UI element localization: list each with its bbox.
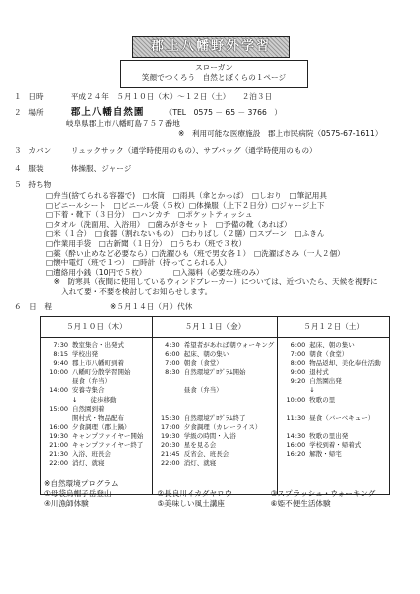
info-num: ４ xyxy=(14,164,22,173)
info-key: 場所 xyxy=(28,108,44,117)
entry-text: 希望者があれば朝ウォーキング xyxy=(183,341,275,349)
entry-time: 21:30 xyxy=(49,450,68,459)
entry-text: 自然環境ﾌﾟﾛｸﾞﾗﾑ終了 xyxy=(183,413,246,422)
info-num: ２ xyxy=(14,108,22,117)
schedule-entry xyxy=(156,414,275,423)
list-item: □タオル（洗面用、入浴用） □歯みがきセット □予備の靴（あれば） xyxy=(46,219,292,229)
program-item: ②長良川イカダヤロウ xyxy=(157,489,233,499)
entry-text: 安養寺集合 xyxy=(72,386,105,395)
entry-text: 牧歌の里出発 xyxy=(309,431,349,440)
entry-time: 20:30 xyxy=(160,441,180,450)
program-item: ⑤美味しい風土講座 xyxy=(157,499,225,509)
entry-time: 8:00 xyxy=(290,359,306,368)
schedule-entry xyxy=(281,386,386,395)
entry-text: 昼食（バーベキュー） xyxy=(309,413,375,422)
info-num: ３ xyxy=(14,146,22,155)
place-address: 岐阜県郡上市八幡町島７５７番地 xyxy=(66,119,180,128)
schedule-entry xyxy=(44,414,149,423)
info-num: ５ xyxy=(14,180,22,189)
schedule-entry xyxy=(281,396,386,405)
entry-time: 11:30 xyxy=(286,413,306,422)
info-key: 服装 xyxy=(28,164,44,173)
schedule-entry xyxy=(281,441,386,450)
schedule-entry xyxy=(44,341,149,350)
entry-time: 7:00 xyxy=(290,350,306,359)
entry-text: 学校出発 xyxy=(72,350,98,359)
schedule-entry xyxy=(281,377,386,386)
entry-time: 17:00 xyxy=(160,422,180,431)
entry-time: 21:45 xyxy=(160,450,180,459)
schedule-entry xyxy=(156,368,275,377)
entry-text: 夕食調理（カレーライス） xyxy=(183,422,262,431)
schedule-entry xyxy=(281,432,386,441)
schedule-entry xyxy=(281,350,386,359)
info-key: カバン xyxy=(28,146,52,155)
schedule-table xyxy=(40,316,390,495)
entry-text: キャンプファイヤー開始 xyxy=(72,431,144,440)
schedule-note: ※５月１４日（月）代休 xyxy=(110,302,193,311)
entry-text: 学級の時間・入浴 xyxy=(183,431,236,440)
schedule-entry xyxy=(44,359,149,368)
schedule-entry xyxy=(44,432,149,441)
schedule-entry xyxy=(156,359,275,368)
entry-text: 物品返却、美化奉仕活動 xyxy=(309,359,381,368)
schedule-entry xyxy=(156,341,275,350)
schedule-entry xyxy=(44,423,149,432)
day-header: ５月１０日（木） xyxy=(41,317,153,338)
schedule-entry xyxy=(281,341,386,350)
schedule-entry xyxy=(156,386,275,395)
program-item: ③スプラッシュ・ウォーキング xyxy=(270,489,376,499)
list-item: □薬（酔い止めなど必要なら）□洗濯ひも（班で男女各１） □洗濯ばさみ（一人２個） xyxy=(46,248,345,258)
schedule-entry xyxy=(156,441,275,450)
schedule-entry xyxy=(44,405,149,414)
schedule-entry xyxy=(281,423,386,432)
day-column xyxy=(152,338,278,495)
entry-time: 8:15 xyxy=(53,350,68,359)
entry-text: 解散・帰宅 xyxy=(309,450,342,459)
entry-time: 6:00 xyxy=(165,350,180,359)
schedule-entry xyxy=(44,368,149,377)
entry-time: 16:00 xyxy=(286,441,306,450)
entry-text: 消灯、就寝 xyxy=(72,459,105,468)
info-num: １ xyxy=(14,92,22,101)
info-value: 平成２４年 ５月１０日（木）〜１２日（土） ２泊３日 xyxy=(70,92,273,101)
program-item: ④川漁師体験 xyxy=(44,499,89,509)
list-item: □懐中電灯（班で１つ） □時計（持ってこられる人） xyxy=(46,258,232,268)
program-item: ⑥姫不便生活体験 xyxy=(270,499,331,509)
title-text: 郡上八幡野外学習 xyxy=(150,39,271,55)
program-row xyxy=(44,499,384,509)
entry-text: 教室集合・出発式 xyxy=(72,341,124,349)
entry-text: 反省会、班長会 xyxy=(183,450,230,459)
entry-text: ↓ xyxy=(309,386,315,395)
place-name: 郡上八幡自然園 xyxy=(70,107,145,118)
day-header: ５月１２日（土） xyxy=(278,317,390,338)
info-clothes xyxy=(14,164,131,174)
list-item: 入れて要・不要を検討してお知らせします。 xyxy=(46,286,213,296)
info-value: リュックサック（通学時使用のもの）、サブバッグ（通学時使用のもの） xyxy=(70,146,317,155)
list-item: □ビニールシート □ビニール袋（５枚）□体操服（上下２日分）□ジャージ上下 xyxy=(46,200,325,210)
entry-time: 16:20 xyxy=(286,450,306,459)
entry-text: 退村式 xyxy=(309,368,329,377)
entry-text: 自然園到着 xyxy=(72,404,105,413)
entry-time: 6:00 xyxy=(290,341,306,349)
entry-time: 8:30 xyxy=(165,368,180,377)
entry-time: 19:30 xyxy=(160,431,180,440)
list-item: □米（１合） □食器（割れないもの） □わりばし（２膳）□スプーン □ふきん xyxy=(46,229,325,239)
info-bag xyxy=(14,146,317,156)
entry-text: 八幡町分散学習開始 xyxy=(72,368,131,377)
list-item: □弁当(捨てられる容器で) □水筒 □雨具（傘とかっぱ） □しおり □筆記用具 xyxy=(46,191,327,200)
entry-text: 起床、朝の集い xyxy=(309,341,355,349)
day-column xyxy=(41,338,153,495)
entry-text: キャンプファイヤー終了 xyxy=(72,441,144,450)
entry-time: 10:00 xyxy=(286,395,306,404)
entry-time: 22:00 xyxy=(160,459,180,468)
day-column xyxy=(278,338,390,495)
entry-time: 15:00 xyxy=(49,404,68,413)
schedule-heading: ６ 日 程 xyxy=(14,302,52,311)
entry-text: ↓ 徒歩移動 xyxy=(72,395,117,404)
program-row xyxy=(44,489,384,499)
program-heading: ※自然環境プログラム xyxy=(44,479,119,488)
medical-note: ※ 利用可能な医療施設 郡上市民病院（0575-67-1611） xyxy=(178,129,383,138)
schedule-entry xyxy=(156,405,275,414)
day-header: ５月１１日（金） xyxy=(152,317,278,338)
entry-text: 入浴、班長会 xyxy=(72,450,111,459)
nature-program xyxy=(44,479,384,509)
entry-text: 学校到着・帰着式 xyxy=(309,441,362,450)
entry-time: 19:30 xyxy=(49,431,68,440)
list-item: □作業用手袋 □古新聞（１日分） □うちわ（班で３枚） xyxy=(46,238,246,248)
entry-text: 郡上市八幡町到着 xyxy=(72,359,124,368)
list-item: □遺絡用小銭（10円で５枚） □入湯料（必要な班のみ） xyxy=(46,267,264,277)
place-tel: （TEL 0575 － 65 － 3766 ） xyxy=(164,108,282,117)
schedule-entry xyxy=(156,396,275,405)
info-place xyxy=(14,107,282,120)
entry-time: 7:30 xyxy=(53,341,68,349)
entry-text: 開村式・物品配布 xyxy=(72,413,124,422)
entry-text: 自然環境ﾌﾟﾛｸﾞﾗﾑ開始 xyxy=(183,368,246,377)
schedule-entry xyxy=(156,350,275,359)
schedule-entry xyxy=(281,450,386,459)
schedule-entry xyxy=(281,368,386,377)
slogan-text: 笑顔でつくろう 自然とぼくらの１ページ xyxy=(141,73,287,83)
slogan-box xyxy=(120,60,308,88)
entry-time: 21:00 xyxy=(49,441,68,450)
entry-time: 4:30 xyxy=(165,341,180,349)
entry-time: 7:00 xyxy=(165,359,180,368)
document-title xyxy=(132,36,290,58)
entry-text: 朝食（食堂） xyxy=(309,350,349,359)
entry-time: 9:00 xyxy=(290,368,306,377)
schedule-entry xyxy=(44,386,149,395)
info-date xyxy=(14,92,272,102)
entry-text: 牧歌の里 xyxy=(309,395,336,404)
schedule-entry xyxy=(156,432,275,441)
info-value: 体操服、ジャージ xyxy=(70,164,132,173)
entry-time: 22:00 xyxy=(49,459,68,468)
entry-text: 起床、朝の集い xyxy=(183,350,230,359)
schedule-entry xyxy=(281,405,386,414)
schedule-entry xyxy=(44,396,149,405)
schedule-entry xyxy=(44,441,149,450)
entry-time: 10:00 xyxy=(49,368,68,377)
entry-text: 昼食（弁当） xyxy=(183,386,223,395)
slogan-label: スローガン xyxy=(195,63,233,72)
entry-time: 15:30 xyxy=(160,413,180,422)
entry-text: 昼食（弁当） xyxy=(72,377,111,386)
schedule-entry xyxy=(156,450,275,459)
schedule-entry xyxy=(44,450,149,459)
entry-time: 16:00 xyxy=(49,422,68,431)
entry-text: 消灯、就寝 xyxy=(183,459,217,468)
entry-text: 星を見る会 xyxy=(183,441,217,450)
schedule-entry xyxy=(44,350,149,359)
schedule-entry xyxy=(156,423,275,432)
entry-time: 14:00 xyxy=(49,386,68,395)
info-key: 日時 xyxy=(28,92,44,101)
list-item: ※ 防寒具（夜間に使用しているウィンドブレーカー）については、近づいたら、天候を視野に xyxy=(46,277,378,287)
schedule-entry xyxy=(44,459,149,468)
schedule-entry xyxy=(281,414,386,423)
entry-time: 14:30 xyxy=(286,431,306,440)
schedule-entry xyxy=(156,459,275,468)
info-belongings xyxy=(14,180,68,190)
entry-time: 9:40 xyxy=(53,359,68,368)
entry-text: 自然園出発 xyxy=(309,377,342,386)
belongings-list xyxy=(46,191,406,297)
program-item: ①母袋烏帽子岳登山 xyxy=(44,489,112,499)
list-item: □下着・靴下（３日分） □ハンカチ □ポケットティッシュ xyxy=(46,210,253,220)
entry-text: 夕食調理（郡上鍋） xyxy=(72,422,131,431)
entry-text: 朝食（食堂） xyxy=(183,359,223,368)
entry-time: 9:20 xyxy=(290,377,306,386)
schedule-entry xyxy=(281,359,386,368)
info-key: 持ち物 xyxy=(28,180,52,189)
